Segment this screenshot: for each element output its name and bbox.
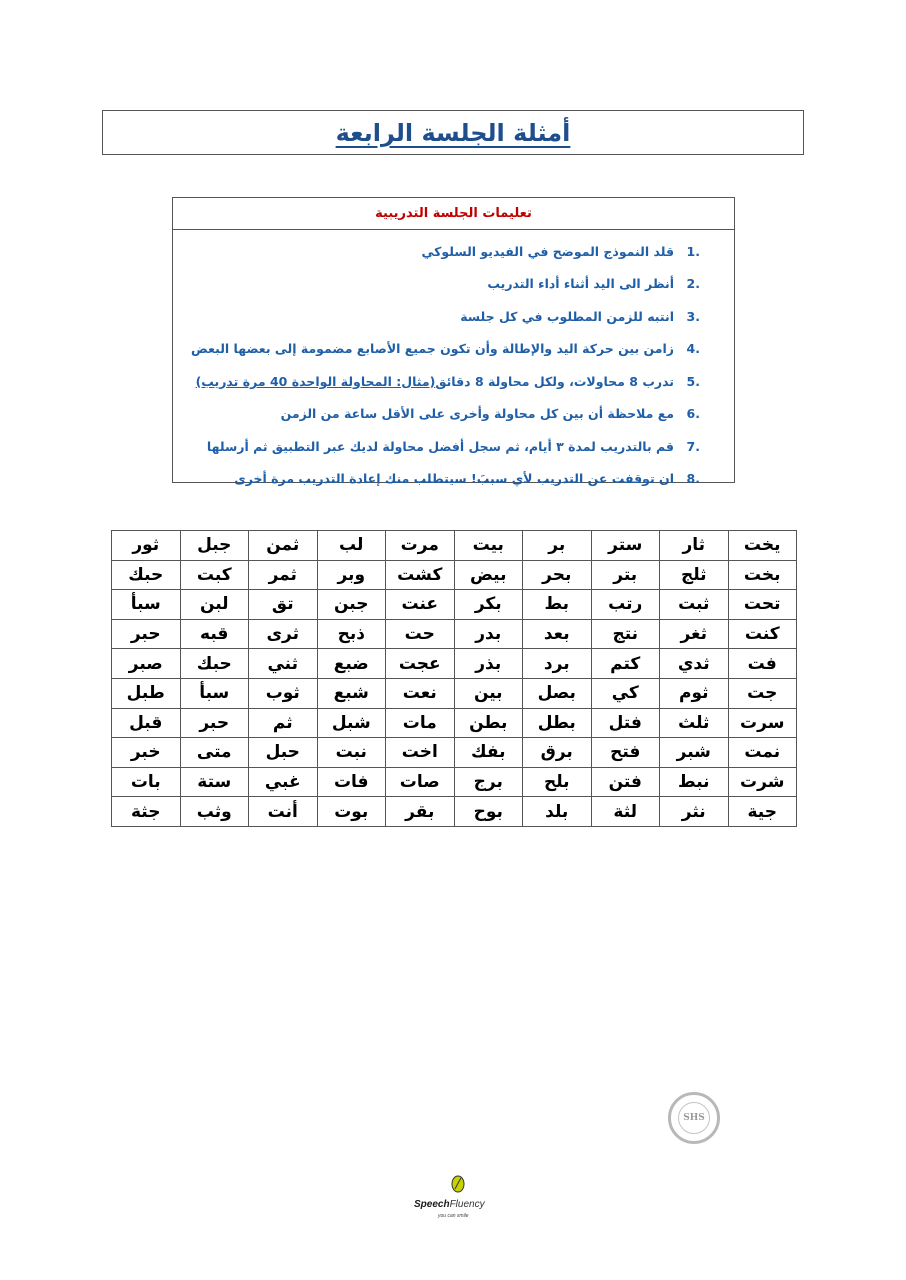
word-cell: نتج	[591, 619, 660, 649]
word-cell: اخت	[386, 738, 455, 768]
word-cell: بكر	[454, 590, 523, 620]
word-cell: أنت	[249, 797, 318, 827]
instruction-item	[173, 430, 734, 463]
word-cell: سرت	[728, 708, 797, 738]
logo-tagline: you can smile	[438, 1213, 469, 1219]
table-row	[112, 797, 797, 827]
word-cell: جت	[728, 678, 797, 708]
word-cell: نبط	[660, 767, 729, 797]
word-cell: ثوب	[249, 678, 318, 708]
instruction-item	[173, 300, 734, 333]
word-cell: بوت	[317, 797, 386, 827]
word-cell: بين	[454, 678, 523, 708]
instruction-text: مع ملاحظة أن بين كل محاولة وأخرى على الأقل ساعة من الزمن	[280, 406, 674, 422]
instruction-number: .2	[686, 276, 700, 292]
instruction-text: أنظر الى اليد أثناء أداء التدريب	[487, 276, 674, 292]
word-cell: بطل	[523, 708, 592, 738]
word-cell: قبل	[112, 708, 181, 738]
word-cell: جثة	[112, 797, 181, 827]
word-cell: كنت	[728, 619, 797, 649]
word-cell: لب	[317, 531, 386, 561]
instruction-number: .3	[686, 308, 700, 324]
table-row	[112, 560, 797, 590]
word-cell: جبل	[180, 531, 249, 561]
word-cell: بيت	[454, 531, 523, 561]
word-cell: جبن	[317, 590, 386, 620]
instructions-heading: تعليمات الجلسة التدريبية	[173, 198, 734, 230]
word-cell: متى	[180, 738, 249, 768]
instruction-text: انتبه للزمن المطلوب في كل جلسة	[460, 308, 674, 324]
word-cell: فتن	[591, 767, 660, 797]
word-cell: تحت	[728, 590, 797, 620]
instruction-text: تدرب 8 محاولات، ولكل محاولة 8 دقائق	[435, 373, 674, 389]
word-cell: مات	[386, 708, 455, 738]
word-cell: نمت	[728, 738, 797, 768]
table-row	[112, 678, 797, 708]
instructions-list	[173, 235, 734, 495]
word-cell: كتم	[591, 649, 660, 679]
logo-speech-text: Speech	[414, 1199, 450, 1210]
word-cell: ثار	[660, 531, 729, 561]
word-cell: سبأ	[180, 678, 249, 708]
word-cell: حت	[386, 619, 455, 649]
word-cell: شبل	[317, 708, 386, 738]
word-cell: ثدي	[660, 649, 729, 679]
table-row	[112, 708, 797, 738]
word-cell: فتح	[591, 738, 660, 768]
word-cell: ثلج	[660, 560, 729, 590]
instruction-text: قم بالتدريب لمدة ٣ أيام، ثم سجل أفضل محاولة لديك عبر التطبيق ثم أرسلها	[206, 438, 674, 454]
word-cell: بقر	[386, 797, 455, 827]
instruction-example: (مثال: المحاولة الواحدة 40 مرة تدريب)	[195, 373, 436, 389]
instruction-item	[173, 463, 734, 496]
word-cell: نثر	[660, 797, 729, 827]
word-cell: تق	[249, 590, 318, 620]
instruction-text: زامن بين حركة اليد والإطالة وأن تكون جميع الأصابع مضمومة إلى بعضها البعض	[190, 341, 674, 357]
table-row	[112, 531, 797, 561]
word-cell: برق	[523, 738, 592, 768]
word-cell: بيض	[454, 560, 523, 590]
word-table	[111, 530, 797, 827]
word-cell: وبر	[317, 560, 386, 590]
word-cell: بر	[523, 531, 592, 561]
word-cell: ثمر	[249, 560, 318, 590]
word-cell: رتب	[591, 590, 660, 620]
word-cell: شبع	[317, 678, 386, 708]
word-cell: غبي	[249, 767, 318, 797]
title-box	[102, 110, 804, 155]
instruction-number: .7	[686, 438, 700, 454]
word-cell: كشت	[386, 560, 455, 590]
word-cell: سبأ	[112, 590, 181, 620]
word-cell: عجت	[386, 649, 455, 679]
word-cell: حبر	[180, 708, 249, 738]
leaf-icon	[450, 1175, 466, 1197]
table-row	[112, 767, 797, 797]
word-cell: بحر	[523, 560, 592, 590]
word-cell: بفك	[454, 738, 523, 768]
word-cell: بوح	[454, 797, 523, 827]
instruction-item	[173, 333, 734, 366]
word-cell: فت	[728, 649, 797, 679]
word-cell: ستر	[591, 531, 660, 561]
word-cell: ثم	[249, 708, 318, 738]
word-cell: شرت	[728, 767, 797, 797]
word-cell: بات	[112, 767, 181, 797]
word-cell: برج	[454, 767, 523, 797]
word-cell: بذر	[454, 649, 523, 679]
word-cell: مرت	[386, 531, 455, 561]
word-cell: لبن	[180, 590, 249, 620]
word-cell: كبت	[180, 560, 249, 590]
word-cell: شبر	[660, 738, 729, 768]
word-cell: برد	[523, 649, 592, 679]
instruction-text: قلد النموذج الموضح في الفيديو السلوكي	[421, 243, 674, 259]
word-cell: وثب	[180, 797, 249, 827]
word-cell: ثلث	[660, 708, 729, 738]
word-cell: نعت	[386, 678, 455, 708]
word-cell: ثوم	[660, 678, 729, 708]
word-cell: بخت	[728, 560, 797, 590]
word-cell: عنت	[386, 590, 455, 620]
word-cell: خبر	[112, 738, 181, 768]
page-title: أمثلة الجلسة الرابعة	[335, 118, 571, 147]
word-cell: ذبح	[317, 619, 386, 649]
instructions-box	[172, 197, 735, 487]
word-cell: بطن	[454, 708, 523, 738]
word-cell: فتل	[591, 708, 660, 738]
word-cell: بصل	[523, 678, 592, 708]
word-cell: حبك	[112, 560, 181, 590]
word-cell: قبه	[180, 619, 249, 649]
instruction-item	[173, 235, 734, 268]
word-cell: صات	[386, 767, 455, 797]
word-cell: صبر	[112, 649, 181, 679]
word-cell: بط	[523, 590, 592, 620]
word-cell: ستة	[180, 767, 249, 797]
table-row	[112, 590, 797, 620]
instruction-number: .1	[686, 243, 700, 259]
word-cell: بدر	[454, 619, 523, 649]
word-cell: حبر	[112, 619, 181, 649]
word-cell: لثة	[591, 797, 660, 827]
shs-seal	[668, 1092, 720, 1144]
speech-fluency-logo	[408, 1173, 508, 1223]
instruction-number: .6	[686, 406, 700, 422]
instruction-number: .5	[686, 373, 700, 389]
word-cell: ضبع	[317, 649, 386, 679]
table-row	[112, 649, 797, 679]
instruction-item	[173, 398, 734, 431]
instruction-number: .8	[686, 471, 700, 487]
instruction-number: .4	[686, 341, 700, 357]
table-row	[112, 619, 797, 649]
word-cell: ثغر	[660, 619, 729, 649]
word-cell: بتر	[591, 560, 660, 590]
table-row	[112, 738, 797, 768]
word-cell: جية	[728, 797, 797, 827]
instruction-item	[173, 365, 734, 398]
word-cell: بلح	[523, 767, 592, 797]
word-cell: فات	[317, 767, 386, 797]
logo-fluency-text: Fluency	[449, 1199, 485, 1210]
word-cell: حبك	[180, 649, 249, 679]
word-cell: حبل	[249, 738, 318, 768]
word-cell: بعد	[523, 619, 592, 649]
word-cell: نبت	[317, 738, 386, 768]
instruction-text: ان توقفت عن التدريب لأي سببَ! سيتطلب منك إعادة التدريب مرة أخرى	[234, 471, 674, 487]
word-cell: بلد	[523, 797, 592, 827]
word-cell: يخت	[728, 531, 797, 561]
word-cell: ثبت	[660, 590, 729, 620]
word-cell: ثمن	[249, 531, 318, 561]
word-cell: كي	[591, 678, 660, 708]
seal-label: SHS	[678, 1102, 710, 1134]
word-cell: طبل	[112, 678, 181, 708]
instruction-item	[173, 268, 734, 301]
word-cell: ثني	[249, 649, 318, 679]
word-cell: ثور	[112, 531, 181, 561]
logo-wordmark	[414, 1199, 485, 1210]
word-cell: ثرى	[249, 619, 318, 649]
